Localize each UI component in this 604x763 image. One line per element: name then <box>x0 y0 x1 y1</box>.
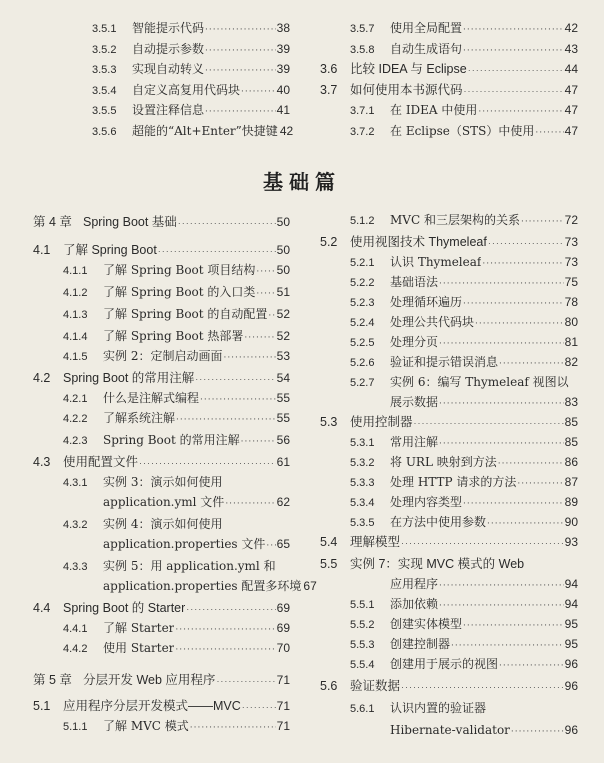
page-number: 47 <box>564 103 578 117</box>
leader-dots <box>223 350 275 366</box>
page-number: 73 <box>564 235 578 249</box>
entry-title: 将 URL 映射到方法 <box>390 455 497 469</box>
entry-number: 4.2 <box>33 371 51 385</box>
entry-number: 5.3.5 <box>350 517 375 529</box>
entry-number: 4.3.2 <box>63 519 88 531</box>
toc-entry <box>63 390 290 408</box>
entry-number: 4.4.1 <box>63 623 88 635</box>
toc-entry <box>350 616 578 634</box>
page-number: 50 <box>276 215 290 229</box>
entry-number: 5.5 <box>320 557 338 571</box>
page-number: 94 <box>564 597 578 611</box>
page-number: 81 <box>564 335 578 349</box>
entry-number: 3.5.7 <box>350 23 375 35</box>
entry-number: 5.3.2 <box>350 457 375 469</box>
entry-title: 比较 IDEA 与 Eclipse <box>350 62 467 76</box>
entry-title: 创建用于展示的视图 <box>390 657 499 671</box>
entry-title: 超能的“Alt+Enter”快捷键 <box>132 124 278 138</box>
entry-title: 添加依赖 <box>390 597 439 611</box>
leader-dots <box>439 598 564 614</box>
page-number: 41 <box>276 103 290 117</box>
toc-entry <box>350 274 578 292</box>
page-number: 42 <box>279 124 294 138</box>
page-number: 93 <box>564 535 578 549</box>
leader-dots <box>439 336 564 352</box>
toc-entry <box>350 374 578 392</box>
toc-entry <box>63 640 290 658</box>
page-number: 96 <box>564 723 578 737</box>
leader-dots <box>158 243 276 259</box>
leader-dots <box>401 679 564 695</box>
page-number: 54 <box>276 371 290 385</box>
leader-dots <box>439 436 564 452</box>
leader-dots <box>487 516 564 532</box>
leader-dots <box>535 125 563 141</box>
entry-title: Spring Boot 基础 <box>83 215 177 229</box>
entry-number: 5.3 <box>320 415 338 429</box>
page-number: 51 <box>276 285 290 299</box>
entry-number: 3.7.1 <box>350 105 375 117</box>
page-number: 69 <box>276 601 290 615</box>
entry-title: 理解模型 <box>350 535 401 549</box>
entry-title: 使用控制器 <box>350 415 413 429</box>
entry-number: 4.3.3 <box>63 561 88 573</box>
toc-entry <box>350 123 578 141</box>
entry-number: 5.5.1 <box>350 599 375 611</box>
page-number: 47 <box>564 124 578 138</box>
entry-number: 4.4.2 <box>63 643 88 655</box>
page-number: 96 <box>564 657 578 671</box>
leader-dots <box>225 496 275 512</box>
entry-title: 处理内容类型 <box>390 495 463 509</box>
leader-dots <box>195 371 275 387</box>
toc-entry <box>33 672 290 689</box>
entry-title: application.properties 文件 <box>103 537 266 551</box>
leader-dots <box>499 356 564 372</box>
toc-entry <box>350 494 578 512</box>
toc-entry <box>320 678 578 695</box>
entry-title: Spring Boot 的常用注解 <box>63 371 195 385</box>
toc-entry <box>63 474 290 492</box>
entry-title: 验证和提示错误消息 <box>390 355 499 369</box>
entry-title: 实例 4：演示如何使用 <box>103 517 223 531</box>
leader-dots <box>401 535 564 551</box>
entry-number: 3.5.4 <box>92 85 117 97</box>
toc-entry <box>92 82 290 100</box>
leader-dots <box>205 63 276 79</box>
entry-number: 3.5.2 <box>92 44 117 56</box>
entry-number: 5.1.1 <box>63 721 88 733</box>
leader-dots <box>463 496 564 512</box>
page-number: 85 <box>564 415 578 429</box>
toc-entry <box>92 123 294 141</box>
toc-entry <box>63 306 290 324</box>
page-number: 75 <box>564 275 578 289</box>
toc-entry <box>350 394 578 412</box>
entry-number: 5.2 <box>320 235 338 249</box>
toc-entry <box>350 656 578 674</box>
toc-entry <box>350 636 578 654</box>
entry-number: 4.1.3 <box>63 309 88 321</box>
page-number: 44 <box>564 62 578 76</box>
entry-title: 认识 Thymeleaf <box>390 255 482 269</box>
page-number: 53 <box>276 349 290 363</box>
page-number: 61 <box>276 455 290 469</box>
entry-title: 实例 6：编写 Thymeleaf 视图以 <box>390 375 569 389</box>
toc-entry <box>92 20 290 38</box>
entry-number: 5.2.4 <box>350 317 375 329</box>
page-number: 95 <box>564 617 578 631</box>
entry-number: 5.5.2 <box>350 619 375 631</box>
entry-title: 智能提示代码 <box>132 21 205 35</box>
entry-title: 实例 2：定制启动画面 <box>103 349 223 363</box>
toc-entry <box>320 234 578 251</box>
toc-entry <box>350 254 578 272</box>
page-number: 90 <box>564 515 578 529</box>
entry-title: 在 IDEA 中使用 <box>390 103 478 117</box>
toc-entry <box>350 576 578 594</box>
leader-dots <box>266 538 275 554</box>
toc-entry <box>320 61 578 78</box>
entry-number: 5.5.4 <box>350 659 375 671</box>
page-number: 40 <box>276 83 290 97</box>
page-number: 56 <box>276 433 290 447</box>
page-number: 94 <box>564 577 578 591</box>
page-number: 42 <box>564 21 578 35</box>
entry-number: 5.2.6 <box>350 357 375 369</box>
leader-dots <box>256 286 275 302</box>
entry-number: 3.5.3 <box>92 64 117 76</box>
leader-dots <box>139 455 276 471</box>
page-number: 65 <box>276 537 290 551</box>
toc-entry <box>350 722 578 740</box>
toc-entry <box>350 596 578 614</box>
toc-entry <box>350 700 578 718</box>
entry-number: 5.2.1 <box>350 257 375 269</box>
page-number: 62 <box>276 495 290 509</box>
toc-entry <box>92 102 290 120</box>
entry-number: 3.6 <box>320 62 338 76</box>
leader-dots <box>200 392 276 408</box>
leader-dots <box>241 434 276 450</box>
entry-title: 了解 Spring Boot 的入口类 <box>103 285 256 299</box>
toc-entry <box>320 556 578 573</box>
entry-number: 3.5.8 <box>350 44 375 56</box>
entry-title: 创建实体模型 <box>390 617 463 631</box>
leader-dots <box>498 456 564 472</box>
entry-number: 3.5.5 <box>92 105 117 117</box>
leader-dots <box>463 22 564 38</box>
entry-title: 应用程序 <box>390 577 439 591</box>
entry-title: 处理 HTTP 请求的方法 <box>390 475 517 489</box>
entry-number: 4.1.4 <box>63 331 88 343</box>
toc-entry <box>350 334 578 352</box>
page-number: 95 <box>564 637 578 651</box>
entry-title: 实例 3：演示如何使用 <box>103 475 223 489</box>
page-number: 80 <box>564 315 578 329</box>
toc-entry <box>320 82 578 99</box>
entry-number: 5.6.1 <box>350 703 375 715</box>
page-number: 47 <box>564 83 578 97</box>
page-number: 96 <box>564 679 578 693</box>
leader-dots <box>499 658 564 674</box>
entry-number: 4.3 <box>33 455 51 469</box>
entry-title: 了解 Starter <box>103 621 175 635</box>
leader-dots <box>216 673 275 689</box>
page-number: 70 <box>276 641 290 655</box>
leader-dots <box>463 296 564 312</box>
entry-title: 验证数据 <box>350 679 401 693</box>
entry-title: 处理分页 <box>390 335 439 349</box>
entry-number: 4.2.3 <box>63 435 88 447</box>
toc-entry <box>350 212 578 230</box>
entry-number: 5.4 <box>320 535 338 549</box>
leader-dots <box>175 642 275 658</box>
leader-dots <box>178 215 276 231</box>
entry-title: 在 Eclipse（STS）中使用 <box>390 124 535 138</box>
toc-entry <box>63 494 290 512</box>
toc-entry <box>63 536 290 554</box>
toc-entry <box>33 214 290 231</box>
toc-entry <box>33 600 290 617</box>
entry-number: 4.1.2 <box>63 287 88 299</box>
entry-title: application.yml 文件 <box>103 495 225 509</box>
toc-entry <box>63 284 290 302</box>
leader-dots <box>205 22 276 38</box>
entry-title: 使用 Starter <box>103 641 175 655</box>
leader-dots <box>482 256 563 272</box>
entry-number: 5.2.7 <box>350 377 375 389</box>
page-number: 71 <box>276 719 290 733</box>
entry-title: 自定义高复用代码块 <box>132 83 241 97</box>
entry-title: 认识内置的验证器 <box>390 701 487 715</box>
leader-dots <box>511 724 564 740</box>
entry-title: 分层开发 Web 应用程序 <box>83 673 216 687</box>
toc-entry <box>63 620 290 638</box>
page-number: 72 <box>564 213 578 227</box>
page-number: 87 <box>564 475 578 489</box>
entry-number: 5.1 <box>33 699 51 713</box>
entry-number: 第 4 章 <box>33 215 72 229</box>
entry-title: 实例 5：用 application.yml 和 <box>103 559 276 573</box>
page-number: 43 <box>564 42 578 56</box>
entry-number: 4.2.2 <box>63 413 88 425</box>
entry-title: 了解 Spring Boot 热部署 <box>103 329 244 343</box>
page-number: 69 <box>276 621 290 635</box>
page-number: 86 <box>564 455 578 469</box>
toc-entry <box>350 41 578 59</box>
entry-number: 4.2.1 <box>63 393 88 405</box>
entry-number: 5.3.3 <box>350 477 375 489</box>
page-number: 73 <box>564 255 578 269</box>
page-number: 50 <box>276 243 290 257</box>
toc-entry <box>320 414 578 431</box>
toc-entry <box>63 718 290 736</box>
leader-dots <box>205 104 276 120</box>
toc-entry <box>63 558 290 576</box>
page-number: 39 <box>276 62 290 76</box>
leader-dots <box>475 316 564 332</box>
toc-entry <box>63 348 290 366</box>
entry-number: 5.3.1 <box>350 437 375 449</box>
leader-dots <box>478 104 563 120</box>
entry-number: 5.5.3 <box>350 639 375 651</box>
toc-entry <box>33 698 290 715</box>
toc-entry <box>63 410 290 428</box>
entry-title: 展示数据 <box>390 395 439 409</box>
entry-title: 了解 Spring Boot <box>63 243 157 257</box>
page-number: 82 <box>564 355 578 369</box>
entry-title: 如何使用本书源代码 <box>350 83 463 97</box>
entry-number: 5.1.2 <box>350 215 375 227</box>
leader-dots <box>176 412 276 428</box>
entry-title: 了解系统注解 <box>103 411 176 425</box>
entry-number: 5.3.4 <box>350 497 375 509</box>
entry-number: 3.7.2 <box>350 126 375 138</box>
toc-entry <box>350 454 578 472</box>
entry-title: 自动提示参数 <box>132 42 205 56</box>
entry-title: 创建控制器 <box>390 637 451 651</box>
entry-title: 使用视图技术 Thymeleaf <box>350 235 487 249</box>
entry-title: MVC 和三层架构的关系 <box>390 213 520 227</box>
page-number: 83 <box>564 395 578 409</box>
entry-title: 了解 MVC 模式 <box>103 719 189 733</box>
entry-number: 4.1.5 <box>63 351 88 363</box>
toc-entry <box>63 516 290 534</box>
page-number: 55 <box>276 391 290 405</box>
page-number: 67 <box>303 579 317 593</box>
page-number: 71 <box>276 699 290 713</box>
leader-dots <box>488 235 564 251</box>
leader-dots <box>439 578 564 594</box>
entry-number: 3.5.6 <box>92 126 117 138</box>
entry-number: 3.5.1 <box>92 23 117 35</box>
leader-dots <box>268 308 275 324</box>
entry-title: 基础语法 <box>390 275 439 289</box>
leader-dots <box>414 415 564 431</box>
leader-dots <box>439 396 564 412</box>
leader-dots <box>205 43 276 59</box>
entry-title: application.properties 配置多环境 <box>103 579 302 593</box>
entry-title: 了解 Spring Boot 的自动配置 <box>103 307 268 321</box>
leader-dots <box>242 699 276 715</box>
part-title: 基础篇 <box>263 170 341 194</box>
leader-dots <box>244 330 275 346</box>
entry-title: 使用配置文件 <box>63 455 139 469</box>
toc-entry <box>350 20 578 38</box>
leader-dots <box>521 214 564 230</box>
toc-entry <box>63 432 290 450</box>
entry-number: 4.4 <box>33 601 51 615</box>
toc-entry <box>63 262 290 280</box>
leader-dots <box>186 601 275 617</box>
toc-entry <box>350 434 578 452</box>
entry-title: 使用全局配置 <box>390 21 463 35</box>
entry-title: 处理循环遍历 <box>390 295 463 309</box>
entry-title: 实例 7：实现 MVC 模式的 Web <box>350 557 525 571</box>
entry-number: 5.2.2 <box>350 277 375 289</box>
entry-number: 3.7 <box>320 83 338 97</box>
entry-title: 设置注释信息 <box>132 103 205 117</box>
page-number: 50 <box>276 263 290 277</box>
toc-entry <box>350 354 578 372</box>
toc-entry <box>63 578 317 596</box>
toc-entry <box>33 370 290 387</box>
entry-title: 在方法中使用参数 <box>390 515 487 529</box>
entry-number: 5.6 <box>320 679 338 693</box>
toc-entry <box>350 474 578 492</box>
entry-title: Hibernate-validator <box>390 723 510 737</box>
toc-entry <box>33 242 290 259</box>
entry-title: 了解 Spring Boot 项目结构 <box>103 263 256 277</box>
entry-number: 第 5 章 <box>33 673 72 687</box>
entry-number: 4.3.1 <box>63 477 88 489</box>
page-number: 78 <box>564 295 578 309</box>
page-number: 89 <box>564 495 578 509</box>
leader-dots <box>463 618 564 634</box>
leader-dots <box>463 43 564 59</box>
entry-title: 什么是注解式编程 <box>103 391 200 405</box>
toc-entry <box>350 102 578 120</box>
entry-title: 常用注解 <box>390 435 439 449</box>
leader-dots <box>451 638 564 654</box>
page-number: 52 <box>276 329 290 343</box>
toc-entry <box>92 41 290 59</box>
toc-entry <box>63 328 290 346</box>
leader-dots <box>175 622 275 638</box>
leader-dots <box>468 62 564 78</box>
leader-dots <box>464 83 564 99</box>
entry-title: 自动生成语句 <box>390 42 463 56</box>
page-number: 71 <box>276 673 290 687</box>
page-number: 39 <box>276 42 290 56</box>
entry-number: 4.1.1 <box>63 265 88 277</box>
toc-entry <box>350 314 578 332</box>
entry-title: 实现自动转义 <box>132 62 205 76</box>
entry-number: 5.2.5 <box>350 337 375 349</box>
leader-dots <box>256 264 275 280</box>
entry-title: Spring Boot 的常用注解 <box>103 433 240 447</box>
leader-dots <box>241 84 276 100</box>
toc-entry <box>350 514 578 532</box>
page-number: 85 <box>564 435 578 449</box>
page-number: 38 <box>276 21 290 35</box>
toc-entry <box>33 454 290 471</box>
entry-title: Spring Boot 的 Starter <box>63 601 186 615</box>
entry-number: 4.1 <box>33 243 51 257</box>
toc-entry <box>92 61 290 79</box>
leader-dots <box>439 276 564 292</box>
toc-entry <box>350 294 578 312</box>
toc-entry <box>320 534 578 551</box>
entry-number: 5.2.3 <box>350 297 375 309</box>
page-number: 52 <box>276 307 290 321</box>
leader-dots <box>517 476 563 492</box>
entry-title: 处理公共代码块 <box>390 315 475 329</box>
page-number: 55 <box>276 411 290 425</box>
entry-title: 应用程序分层开发模式——MVC <box>63 699 241 713</box>
leader-dots <box>190 720 276 736</box>
